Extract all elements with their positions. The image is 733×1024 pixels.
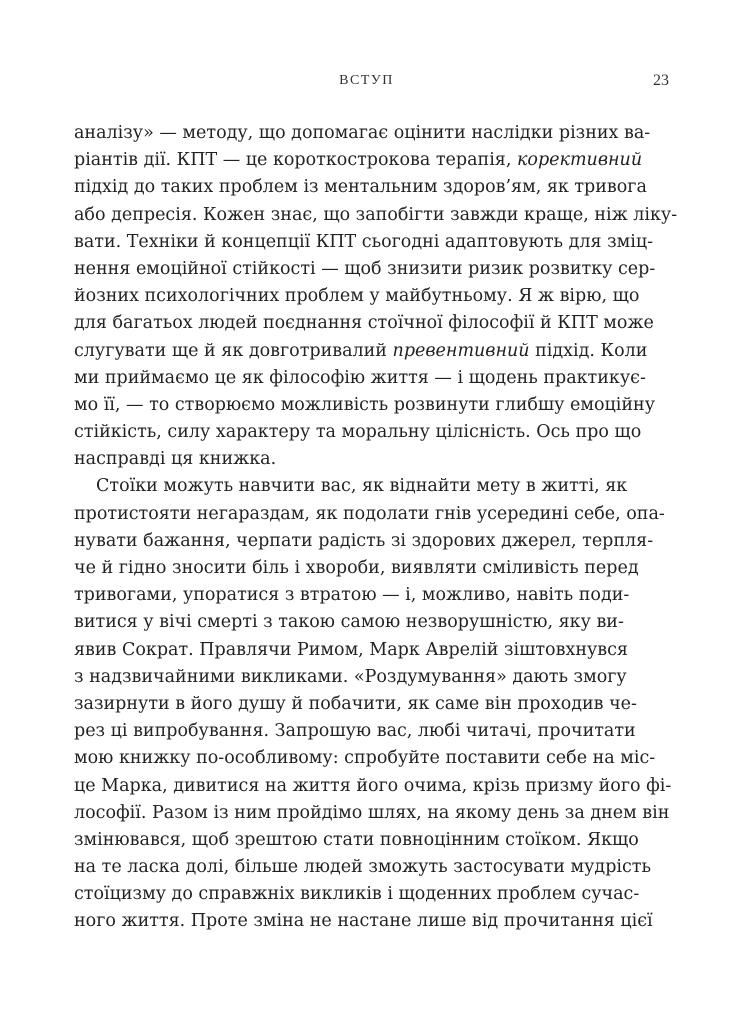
text-line (74, 773, 672, 800)
text-run: витися у вічі смерті з такою самою незворушністю, яку ви- (74, 612, 624, 633)
text-run: тривогами, упоратися з втратою — і, можливо, навіть поди- (74, 585, 630, 606)
text-line (74, 147, 643, 174)
text-line (74, 555, 639, 582)
text-run: стійкість, силу характеру та моральну цілісність. Ось про що (74, 422, 642, 443)
text-line (74, 473, 628, 500)
text-run: ми приймаємо це як філософію життя — і щодень практикує- (74, 367, 646, 388)
text-line (74, 664, 627, 691)
text-line (74, 881, 640, 908)
italic-text: превентивний (392, 340, 530, 361)
page-number: 23 (653, 72, 669, 89)
text-line (74, 854, 652, 881)
text-run: підхід до таких проблем із ментальним здоров’ям, як тривога (74, 177, 647, 198)
text-run: аналізу» — методу, що допомагає оцінити наслідки різних ва- (74, 123, 651, 143)
text-line (74, 528, 654, 555)
text-line (74, 174, 647, 201)
text-run: зазирнути в його душу й побачити, як саме він проходив че- (74, 693, 637, 714)
text-line (74, 745, 656, 772)
text-line (74, 202, 678, 229)
text-run: протистояти негараздам, як подолати гнів усередині себе, опа- (74, 503, 665, 524)
text-run: вати. Техніки й концепції КПТ сьогодні адаптовують для зміц- (74, 231, 654, 252)
text-run: мо її, — то створюємо можливість розвинути глибшу емоційну (74, 394, 656, 415)
text-run: че й гідно зносити біль і хвороби, виявляти сміливість перед (74, 558, 639, 578)
text-line (74, 229, 654, 256)
text-run: це Марка, дивитися на життя його очима, крізь призму його фі- (74, 775, 672, 796)
text-run: для багатьох людей поєднання стоїчної філософії й КПТ може (74, 313, 654, 334)
paragraph (74, 120, 678, 473)
text-line (74, 718, 636, 745)
text-run: стоїцизму до справжніх викликів і щоденних проблем сучас- (74, 884, 640, 905)
body-text (74, 120, 678, 936)
text-line (74, 120, 651, 147)
text-line (74, 827, 639, 854)
paragraph (74, 473, 672, 935)
text-line (74, 501, 665, 528)
text-run: Стоїки можуть навчити вас, як віднайти мету в житті, як (96, 476, 628, 497)
text-line (74, 256, 656, 283)
text-run: нувати бажання, черпати радість зі здорових джерел, терпля- (74, 530, 654, 551)
italic-text: корективний (516, 150, 643, 171)
text-line (74, 419, 642, 446)
text-line (74, 691, 637, 718)
text-run: слугувати ще й як довготривалий (74, 340, 393, 361)
text-line (74, 283, 640, 310)
text-line (74, 800, 670, 827)
running-head: ВСТУП (339, 73, 394, 88)
text-line (74, 908, 653, 935)
text-run: йозних психологічних проблем у майбутньому. Я ж вірю, що (74, 286, 640, 307)
text-run: лософії. Разом із ним пройдімо шлях, на якому день за днем він (74, 802, 670, 823)
text-run: ріантів дії. КПТ — це короткострокова терапія, (74, 150, 517, 171)
text-run: рез ці випробування. Запрошую вас, любі читачі, прочитати (74, 721, 636, 742)
text-line (74, 365, 646, 392)
text-run: підхід. Коли (529, 340, 648, 361)
text-run: на те ласка долі, більше людей зможуть застосувати мудрість (74, 857, 652, 878)
text-run: змінювався, щоб зрештою стати повноцінним стоїком. Якщо (74, 829, 639, 850)
text-run: нення емоційної стійкості — щоб знизити ризик розвитку сер- (74, 258, 656, 279)
text-run: ного життя. Проте зміна не настане лише від прочитання цієї (74, 911, 653, 932)
text-run: мою книжку по-особливому: спробуйте поставити себе на міс- (74, 748, 656, 769)
text-line (74, 446, 614, 473)
text-line (74, 609, 624, 636)
text-line (74, 582, 630, 609)
text-line (74, 310, 654, 337)
text-line (74, 338, 648, 365)
text-run: з надзвичайними викликами. «Роздумування» дають змогу (74, 666, 627, 687)
text-line (74, 392, 656, 419)
text-line (74, 637, 628, 664)
text-run: явив Сократ. Правлячи Римом, Марк Аврелій зіштовхнувся (74, 639, 628, 660)
text-run: насправді ця книжка. (74, 449, 277, 470)
text-run: або депресія. Кожен знає, що запобігти завжди краще, ніж ліку- (74, 204, 678, 225)
